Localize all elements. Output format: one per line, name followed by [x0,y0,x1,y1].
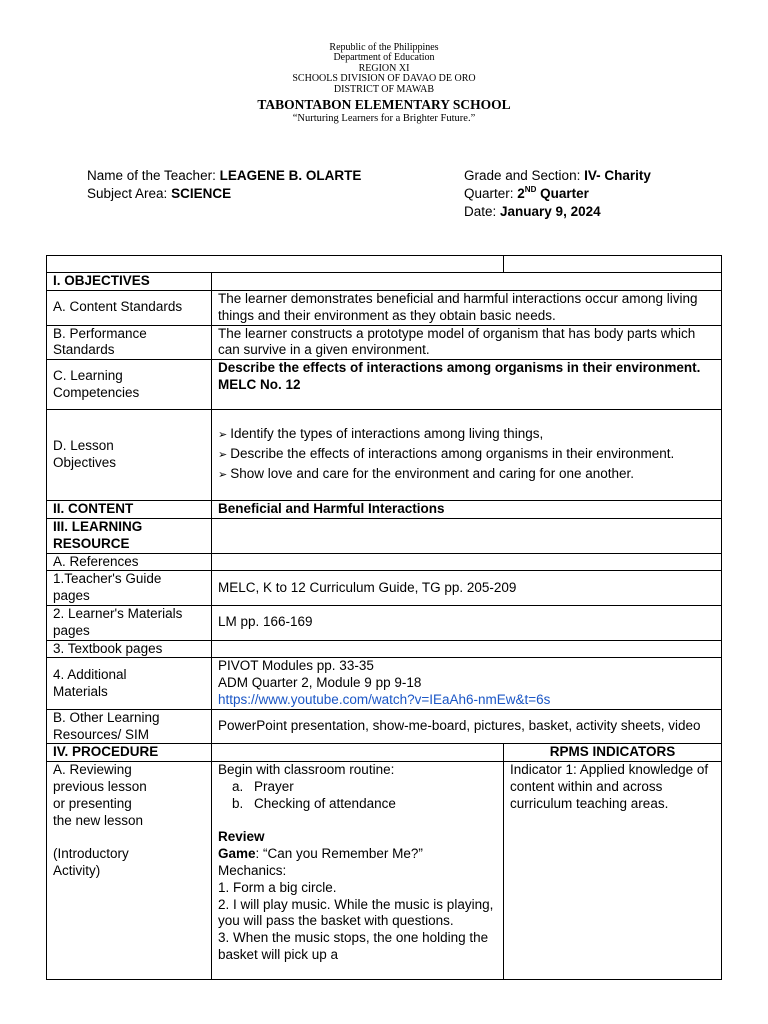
content-standards-row [47,291,722,326]
other-resources-row [47,709,722,744]
other-resources-text: PowerPoint presentation, show-me-board, pictures, basket, activity sheets, video [212,709,722,744]
references-label: A. References [47,553,212,571]
additional-materials-row [47,658,722,709]
teachers-guide-text: MELC, K to 12 Curriculum Guide, TG pp. 205-209 [212,571,722,606]
additional-materials-label: 4. Additional Materials [47,658,212,709]
routine-text: Begin with classroom routine: [218,762,395,778]
competencies-text: Describe the effects of interactions among organisms in their environment. MELC No. 12 [212,360,722,410]
lesson-objectives-row [47,410,722,501]
learners-materials-label: 2. Learner's Materials pages [47,605,212,640]
content-row [47,501,722,519]
lesson-objectives-label: D. Lesson Objectives [47,410,212,501]
content-heading: II. CONTENT [47,501,212,519]
learners-materials-text: LM pp. 166-169 [212,605,722,640]
date-label: Date: [464,204,501,219]
content-standards-label: A. Content Standards [47,291,212,326]
date-value: January 9, 2024 [500,204,601,219]
additional-materials-text [212,658,722,709]
quarter-word: Quarter [536,186,589,201]
routine-item: b. Checking of attendance [232,795,396,811]
objectives-heading: I. OBJECTIVES [47,273,212,291]
adm-module: ADM Quarter 2, Module 9 pp 9-18 [218,675,422,691]
document-header [0,43,768,125]
reviewing-activity [212,762,504,980]
objectives-row [47,273,722,291]
game-line: Game: “Can you Remember Me?” [218,846,423,862]
content-standards-text: The learner demonstrates beneficial and harmful interactions occur among living things and their environment as they obtain basic needs. [212,291,722,326]
quarter-label: Quarter: [464,186,518,201]
routine-item: a. Prayer [232,778,294,794]
textbook-label: 3. Textbook pages [47,640,212,658]
republic-line: Republic of the Philippines [329,42,439,53]
learning-resource-heading: III. LEARNING RESOURCE [47,518,212,553]
performance-standards-text: The learner constructs a prototype model of organism that has body parts which can survive in a given environment. [212,325,722,360]
quarter-suffix: ND [524,185,537,194]
quarter-number: 2 [517,186,525,201]
learners-materials-row [47,605,722,640]
youtube-link[interactable]: https://www.youtube.com/watch?v=IEaAh6-nmEw&t=6s [218,691,551,707]
procedure-header-row [47,744,722,762]
objective-item: ➢ Describe the effects of interactions among organisms in their environment. [218,446,715,464]
performance-standards-label: B. Performance Standards [47,325,212,360]
blank-header-row [47,256,722,273]
performance-standards-row [47,325,722,360]
teacher-info [87,167,361,203]
class-info [464,167,651,221]
mechanics-label: Mechanics: [218,862,287,878]
rpms-indicator: Indicator 1: Applied knowledge of content within and across curriculum teaching areas. [504,762,722,980]
quarter-line [464,185,651,203]
lesson-plan-table [46,255,722,980]
teacher-line [87,167,361,185]
lesson-objectives-list [212,410,722,501]
subject-line [87,185,361,203]
rpms-heading: RPMS INDICATORS [504,744,722,762]
region-line: REGION XI [358,62,410,74]
textbook-row [47,640,722,658]
competencies-label: C. Learning Competencies [47,360,212,410]
teacher-name: LEAGENE B. OLARTE [219,168,362,183]
department-line: Department of Education [333,52,435,64]
content-text: Beneficial and Harmful Interactions [212,501,722,519]
grade-value: IV- Charity [584,168,651,183]
teacher-label: Name of the Teacher: [87,168,220,183]
learning-resource-row [47,518,722,553]
district-line: DISTRICT OF MAWAB [333,83,435,95]
mechanic-step: 1. Form a big circle. [218,879,337,895]
objective-item: ➢ Show love and care for the environment and caring for one another. [218,466,715,484]
other-resources-label: B. Other Learning Resources/ SIM [47,709,212,744]
subject-name: SCIENCE [171,186,232,201]
division-line: SCHOOLS DIVISION OF DAVAO DE ORO [292,73,476,85]
mechanic-step: 3. When the music stops, the one holding the basket will pick up a [218,930,489,962]
school-name: TABONTABON ELEMENTARY SCHOOL [257,97,511,113]
pivot-modules: PIVOT Modules pp. 33-35 [218,658,374,674]
procedure-heading: IV. PROCEDURE [47,744,212,762]
mechanic-step: 2. I will play music. While the music is playing, you will pass the basket with questions. [218,896,494,929]
date-line [464,203,651,221]
grade-line [464,167,651,185]
review-heading: Review [218,829,265,845]
teachers-guide-row [47,571,722,606]
references-row [47,553,722,571]
reviewing-row [47,762,722,980]
teachers-guide-label: 1.Teacher's Guide pages [47,571,212,606]
grade-label: Grade and Section: [464,168,585,183]
school-motto: “Nurturing Learners for a Brighter Future.” [292,113,476,125]
objective-item: ➢ Identify the types of interactions among living things, [218,426,715,444]
reviewing-label: A. Reviewing previous lesson or presenting the new lesson (Introductory Activity) [47,762,212,980]
competencies-row [47,360,722,410]
subject-label: Subject Area: [87,186,172,201]
